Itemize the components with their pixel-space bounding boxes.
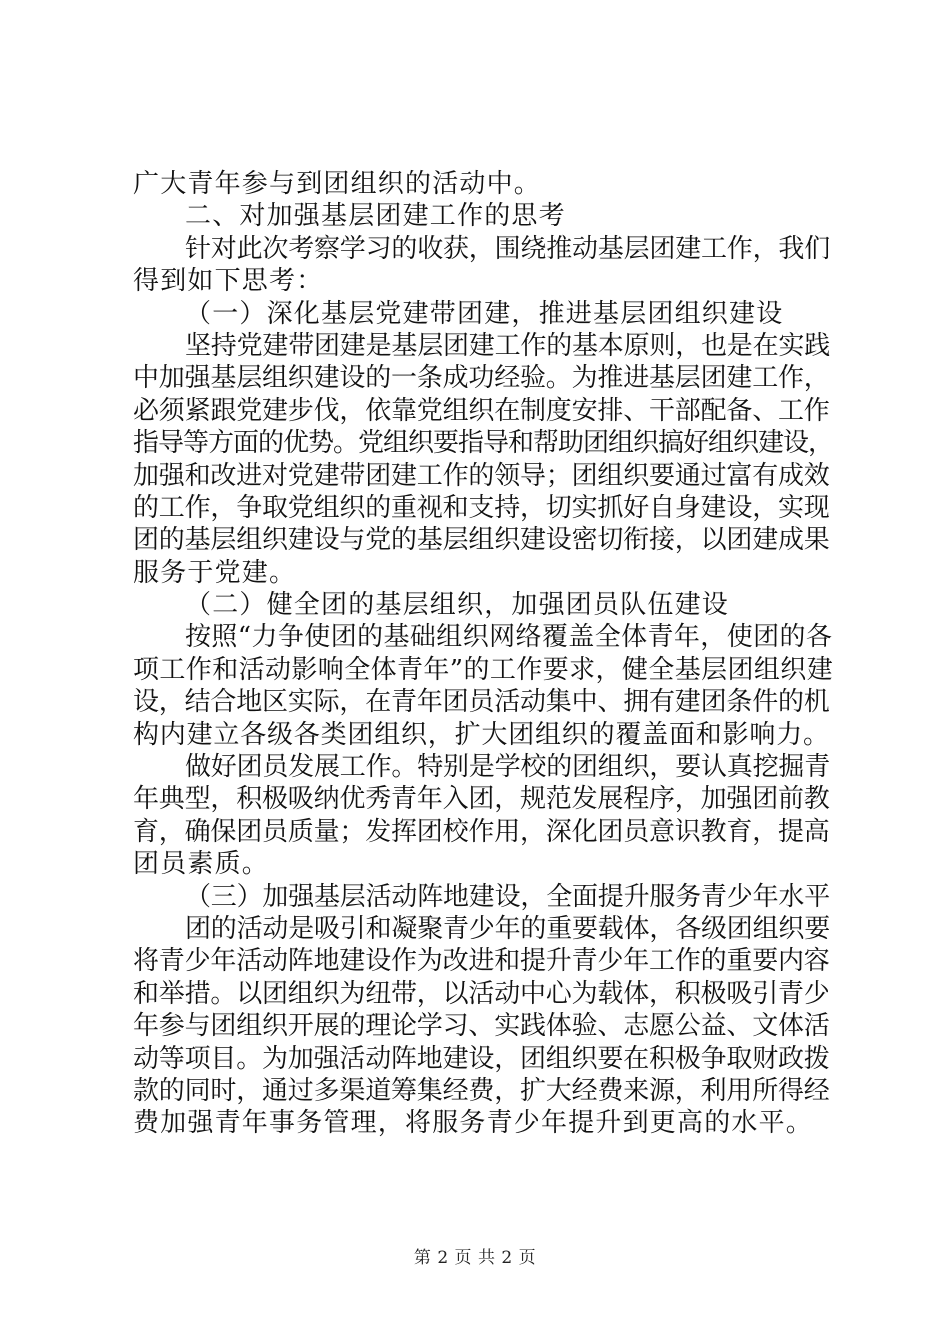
text-line: 团的活动是吸引和凝聚青少年的重要载体，各级团组织要 [185, 913, 831, 944]
document-body [133, 168, 833, 1140]
text-line: 费加强青年事务管理，将服务青少年提升到更高的水平。 [133, 1108, 814, 1139]
text-line: 指导等方面的优势。党组织要指导和帮助团组织搞好组织建设， [133, 428, 834, 459]
text-line: 育，确保团员质量；发挥团校作用，深化团员意识教育，提高 [133, 816, 830, 847]
text-line: 团员素质。 [133, 849, 270, 880]
text-line: 构内建立各级各类团组织，扩大团组织的覆盖面和影响力。 [133, 719, 830, 750]
text-line: 动等项目。为加强活动阵地建设，团组织要在积极争取财政拨 [133, 1043, 830, 1074]
text-line: （一）深化基层党建带团建，推进基层团组织建设 [185, 298, 784, 329]
text-line: 设，结合地区实际，在青年团员活动集中、拥有建团条件的机 [133, 687, 830, 718]
text-line: 将青少年活动阵地建设作为改进和提升青少年工作的重要内容 [133, 946, 830, 977]
text-line: 年参与团组织开展的理论学习、实践体验、志愿公益、文体活 [133, 1011, 830, 1042]
text-line: 得到如下思考： [133, 266, 324, 297]
text-line: 按照“力争使团的基础组织网络覆盖全体青年，使团的各 [185, 622, 833, 653]
text-line: 的工作，争取党组织的重视和支持，切实抓好自身建设，实现 [133, 492, 830, 523]
text-line: 团的基层组织建设与党的基层组织建设密切衔接，以团建成果 [133, 525, 830, 556]
page-footer: 第 2 页 共 2 页 [413, 1248, 537, 1268]
text-line: （二）健全团的基层组织，加强团员队伍建设 [185, 590, 730, 621]
text-line: 必须紧跟党建步伐，依靠党组织在制度安排、干部配备、工作 [133, 395, 830, 426]
text-line: 针对此次考察学习的收获，围绕推动基层团建工作，我们 [185, 233, 831, 264]
text-line: 中加强基层组织建设的一条成功经验。为推进基层团建工作， [133, 363, 830, 394]
text-line: 坚持党建带团建是基层团建工作的基本原则，也是在实践 [185, 330, 831, 361]
text-line: 服务于党建。 [133, 557, 297, 588]
text-line: 项工作和活动影响全体青年”的工作要求，健全基层团组织建 [133, 654, 834, 685]
text-line: （三）加强基层活动阵地建设，全面提升服务青少年水平 [185, 881, 831, 912]
text-line: 加强和改进对党建带团建工作的领导；团组织要通过富有成效 [133, 460, 830, 491]
text-line: 和举措。以团组织为纽带，以活动中心为载体，积极吸引青少 [133, 978, 830, 1009]
text-line: 款的同时，通过多渠道筹集经费，扩大经费来源，利用所得经 [133, 1075, 830, 1106]
text-line: 年典型，积极吸纳优秀青年入团，规范发展程序，加强团前教 [133, 784, 830, 815]
text-line: 二、对加强基层团建工作的思考 [185, 201, 566, 232]
text-line: 做好团员发展工作。特别是学校的团组织，要认真挖掘青 [185, 752, 831, 783]
text-line: 广大青年参与到团组织的活动中。 [133, 169, 542, 199]
